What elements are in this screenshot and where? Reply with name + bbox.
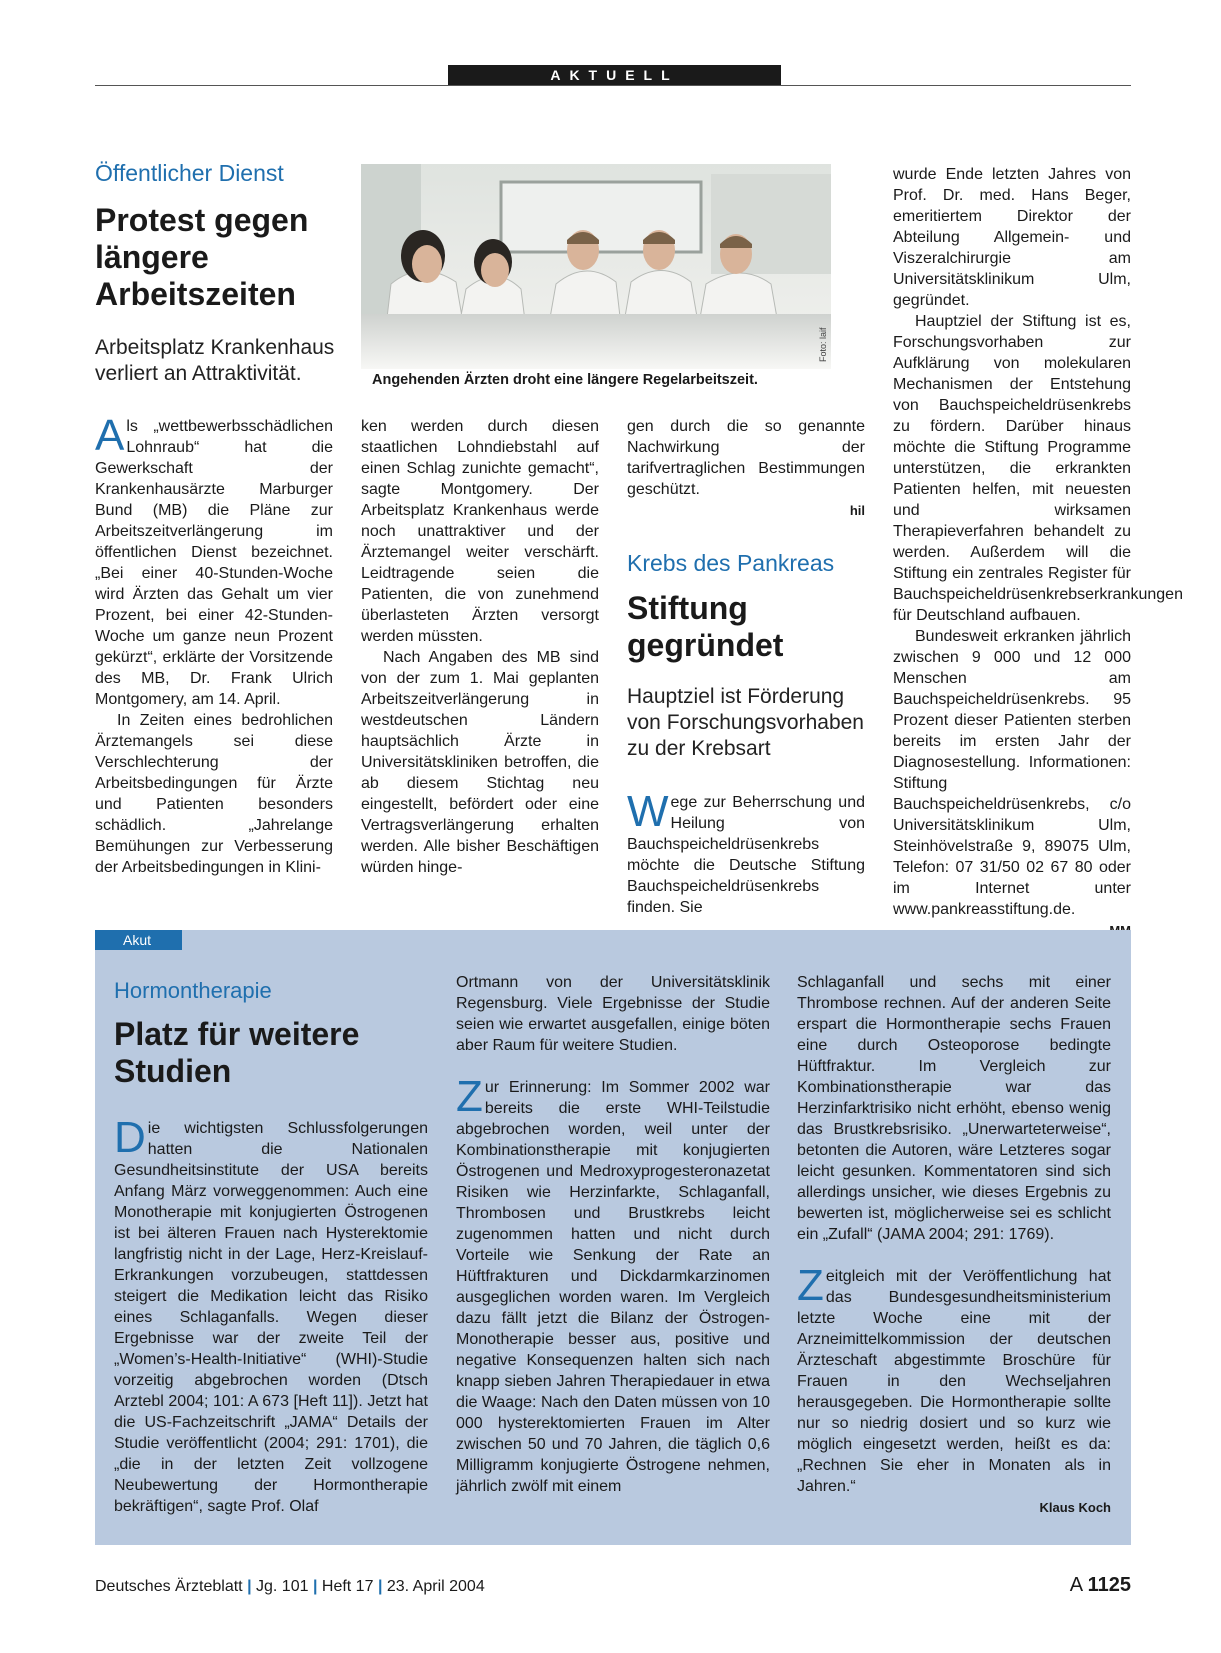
header-rule	[95, 85, 1131, 86]
article2-headline: Stiftung gegründet	[627, 590, 784, 663]
article1-column-3	[627, 416, 865, 521]
photo-illustration	[361, 164, 831, 369]
article2-subline: Hauptziel ist Förderung von Forschungsvorhaben zu der Krebsart	[627, 685, 864, 760]
akut-tab: Akut	[95, 930, 182, 950]
article3-dropcap: D	[114, 1113, 146, 1162]
article1-column-1	[95, 411, 333, 878]
article2-paragraph: Hauptziel der Stiftung ist es, Forschungsvorhaben zur Aufklärung von molekularen Mechanismen der Entstehung von Bauchspeicheldrüsenkrebs zu fördern. Darüber hinaus möchte die Stiftung Programme unterstützen, die erkrankten Patienten helfen, mit neuesten und wirksamen Therapieverfahren behandelt zu werden. Außerdem will die Stiftung ein zentrales Register für Bauchspeicheldrüsenkrebserkrankungen für Deutschland aufbauen.	[893, 313, 1183, 624]
article1-kicker: Öffentlicher Dienst	[95, 160, 284, 186]
article3-paragraph: Schlaganfall und sechs mit einer Thrombose rechnen. Auf der anderen Seite erspart die Hormontherapie sechs Frauen eine durch Osteoporose bedingte Hüftfraktur. Im Vergleich zur Kombinationstherapie war das Herzinfarktrisiko nicht erhöht, ebenso wenig das Brustkrebsrisiko. „Unerwarteterweise“, betonten die Autoren, wäre Letzteres sogar leicht gesunken. Kommentatoren sind sich allerdings unsicher, wie dieses Ergebnis zu bewerten ist, möglicherweise sei es schlicht ein „Zufall“ (JAMA 2004; 291: 1769).	[797, 974, 1111, 1243]
article3-dropcap: Z	[797, 1261, 824, 1310]
photo-caption: Angehenden Ärzten droht eine längere Regelarbeitszeit.	[372, 372, 758, 388]
photo-doctors-meeting	[361, 164, 831, 369]
footer-issue: Heft 17	[321, 1578, 374, 1595]
article3-kicker: Hormontherapie	[114, 978, 272, 1003]
article1-column-2	[361, 416, 599, 878]
article3-signature: Klaus Koch	[1039, 1500, 1111, 1515]
article2-column-1	[627, 787, 865, 918]
article3-column-2	[456, 972, 770, 1497]
article2-kicker: Krebs des Pankreas	[627, 550, 835, 576]
article1-dropcap: A	[95, 411, 125, 460]
article1-signature: hil	[849, 503, 865, 518]
article1-paragraph: gen durch die so genannte Nachwirkung der tarifvertraglichen Bestimmungen geschützt.	[627, 418, 865, 498]
article2-dropcap: W	[627, 787, 669, 836]
article3-column-3	[797, 972, 1111, 1518]
footer-citation: Deutsches Ärzteblatt | Jg. 101 | Heft 17 | 23. April 2004	[95, 1578, 485, 1595]
article1-paragraph: ken werden durch diesen staatlichen Lohndiebstahl auf einen Schlag zunichte gemacht“, sagte Montgomery. Der Arbeitsplatz Krankenhaus werde noch unattraktiver und der Ärztemangel weiter verschärft. Leidtragende seien die Patienten, die von zunehmend überlasteten Ärzten versorgt werden müssten.	[361, 418, 599, 645]
article2-column-2	[893, 164, 1183, 941]
footer-page-value: 1125	[1087, 1574, 1131, 1596]
article3-paragraph: ie wichtigsten Schlussfolgerungen hatten die Nationalen Gesundheitsinstitute der USA bereits Anfang März vorweggenommen: Auch eine Monotherapie mit konjugierten Östrogenen ist bei älteren Frauen nach Hysterektomie langfristig nicht in der Lage, Herz-Kreislauf-Erkrankungen vorzubeugen, stattdessen steigert die Medikation leicht das Risiko eines Schlaganfalls. Wegen dieser Ergebnisse war der zweite Teil der „Women’s-Health-Initiative“ (WHI)-Studie vorzeitig abgebrochen worden (Dtsch Arztebl 2004; 101: A 673 [Heft 11]). Jetzt hat die US-Fachzeitschrift „JAMA“ Details der Studie veröffentlicht (2004; 291: 1701), die „die in der letzten Zeit vollzogene Neubewertung der Hormontherapie bekräftigen“, sagte Prof. Olaf	[114, 1120, 428, 1515]
article3-headline: Platz für weitere Studien	[114, 1016, 360, 1089]
article3-column-1	[114, 1113, 428, 1517]
footer-page-number	[1070, 1574, 1131, 1597]
article1-headline: Protest gegen längere Arbeitszeiten	[95, 202, 309, 312]
article2-paragraph: Bundesweit erkranken jährlich zwischen 9 000 und 12 000 Menschen am Bauchspeicheldrüsenkrebs. 95 Prozent dieser Patienten sterben bereits im ersten Jahr der Diagnosestellung. Informationen: Stiftung Bauchspeicheldrüsenkrebs, c/o Universitätsklinikum Ulm, Steinhövelstraße 9, 89075 Ulm, Telefon: 07 31/50 02 67 80 oder im Internet unter www.pankreasstiftung.de.	[893, 628, 1131, 918]
article3-paragraph: ur Erinnerung: Im Sommer 2002 war bereits die erste WHI-Teilstudie abgebrochen worden, weil unter der Kombinationstherapie mit konjugierten Östrogenen und Medroxyprogesteronazetat Risiken wie Herzinfarkte, Schlaganfall, Thrombosen und Brustkrebs leicht zugenommen hatten und nicht durch Vorteile wie Senkung der Rate an Hüftfrakturen und Dickdarmkarzinomen ausgeglichen worden waren. Im Vergleich dazu fällt jetzt die Bilanz der Östrogen-Monotherapie besser aus, positive und negative Konsequenzen halten sich nach knapp sieben Jahren Therapiedauer in etwa die Waage: Nach den Daten müssen von 10 000 hysterektomierten Frauen im Alter zwischen 50 und 70 Jahren, die täglich 0,6 Milligramm konjugierte Östrogene nehmen, jährlich zwölf mit einem	[456, 1079, 770, 1495]
article1-subline: Arbeitsplatz Krankenhaus verliert an Attraktivität.	[95, 336, 335, 385]
article1-paragraph: Nach Angaben des MB sind von der zum 1. Mai geplanten Arbeitszeitverlängerung in westdeutschen Ländern hauptsächlich Ärzte in Universitätskliniken betroffen, die ab diesem Stichtag neu eingestellt, befördert oder eine Vertragsverlängerung erhalten werden. Alle bisher Beschäftigen würden hinge-	[361, 649, 599, 876]
section-label: AKTUELL	[448, 65, 781, 85]
article1-paragraph: In Zeiten eines bedrohlichen Ärztemangels sei diese Verschlechterung der Arbeitsbedingungen für Ärzte und Patienten besonders schädlich. „Jahrelange Bemühungen zur Verbesserung der Arbeitsbedingungen in Klini-	[95, 712, 333, 876]
article3-paragraph: Ortmann von der Universitätsklinik Regensburg. Viele Ergebnisse der Studie seien wie erwartet ausgefallen, einige böten aber Raum für weitere Studien.	[456, 974, 770, 1054]
footer-page-prefix: A	[1069, 1574, 1083, 1596]
article2-paragraph: ege zur Beherrschung und Heilung von Bauchspeicheldrüsenkrebs möchte die Deutsche Stiftung Bauchspeicheldrüsenkrebs finden. Sie	[627, 794, 865, 916]
photo-credit: Foto: laif	[818, 327, 828, 362]
footer-date: 23. April 2004	[386, 1578, 485, 1595]
article1-paragraph: ls „wettbewerbsschädlichen Lohnraub“ hat die Gewerkschaft der Krankenhausärzte Marburger Bund (MB) die Pläne zur Arbeitszeitverlängerung im öffentlichen Dienst bezeichnet. „Bei einer 40-Stunden-Woche wird Ärzten das Gehalt um vier Prozent, bei einer 42-Stunden-Woche um ganze neun Prozent gekürzt“, erklärte der Vorsitzende des MB, Dr. Frank Ulrich Montgomery, am 14. April.	[95, 418, 333, 708]
article2-paragraph: wurde Ende letzten Jahres von Prof. Dr. med. Hans Beger, emeritiertem Direktor der Abteilung Allgemein- und Viszeralchirurgie am Universitätsklinikum Ulm, gegründet.	[893, 166, 1131, 309]
footer-journal: Deutsches Ärzteblatt	[95, 1578, 243, 1595]
footer-volume: Jg. 101	[256, 1578, 309, 1595]
article3-dropcap: Z	[456, 1072, 483, 1121]
article3-paragraph: eitgleich mit der Veröffentlichung hat das Bundesgesundheitsministerium letzte Woche eine mit der Arzneimittelkommission der deutschen Ärzteschaft abgestimmte Broschüre für Frauen in den Wechseljahren herausgegeben. Die Hormontherapie sollte nur so niedrig dosiert und so kurz wie möglich eingesetzt werden, heißt es da: „Rechnen Sie eher in Monaten als in Jahren.“	[797, 1268, 1111, 1495]
